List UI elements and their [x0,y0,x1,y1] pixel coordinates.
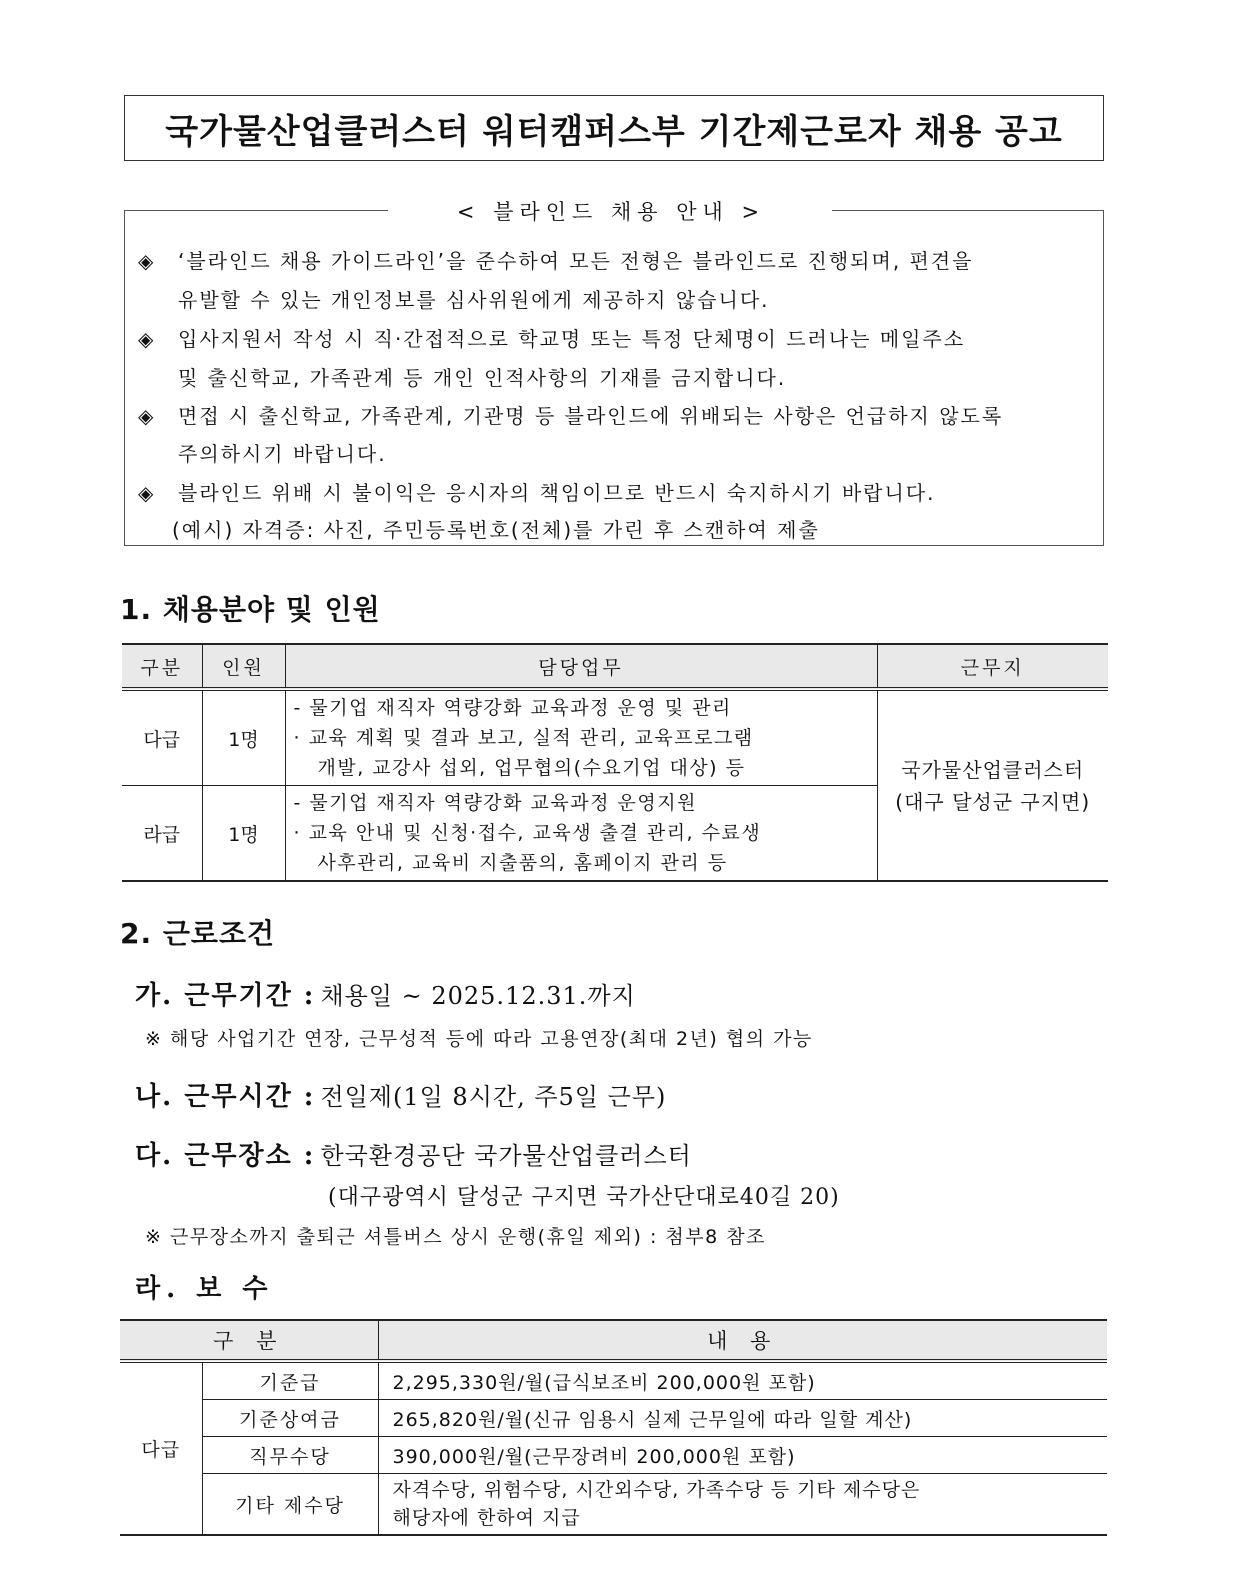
blind-item-cont: 및 출신학교, 가족관계 등 개인 인적사항의 기재를 금지합니다. [178,366,787,390]
pay-item-content: 2,295,330원/월(급식보조비 200,000원 포함) [378,1361,1107,1400]
blind-item: ◈ ‘블라인드 채용 가이드라인’을 준수하여 모든 전형은 블라인드로 진행되며, 편견을 [138,249,974,273]
diamond-bullet-icon: ◈ [138,481,156,505]
count-cell: 1명 [202,786,285,882]
table-row [120,1474,1107,1536]
duty-cell: - 물기업 재직자 역량강화 교육과정 운영지원 · 교육 안내 및 신청·접수, 교육생 출결 관리, 수료생 사후관리, 교육비 지출품의, 홈페이지 관리 등 [285,786,877,882]
table-header-row [122,644,1108,689]
blind-item: ◈ 면접 시 출신학교, 가족관계, 기관명 등 블라인드에 위배되는 사항은 언급하지 않도록 [138,404,1004,428]
table-header-row [120,1320,1107,1361]
column-header: 구분 [122,644,202,689]
column-header: 근무지 [877,644,1108,689]
column-header: 담당업무 [285,644,877,689]
grade-cell: 라급 [122,786,202,882]
pay-item-content: 자격수당, 위험수당, 시간외수당, 가족수당 등 기타 제수당은 해당자에 한하여 지급 [378,1474,1107,1536]
pay-item-content: 390,000원/월(근무장려비 200,000원 포함) [378,1437,1107,1474]
pay-item-content: 265,820원/월(신규 임용시 실제 근무일에 따라 일할 계산) [378,1400,1107,1437]
work-address: (대구광역시 달성군 구지면 국가산단대로40길 20) [328,1185,840,1210]
diamond-bullet-icon: ◈ [138,404,156,428]
pay-item-name: 기준급 [202,1361,378,1400]
pay-table [120,1319,1107,1536]
pay-heading: 라. 보 수 [135,1274,274,1304]
recruitment-table [122,643,1108,882]
grade-cell: 다급 [122,689,202,786]
column-header: 구 분 [120,1320,378,1361]
diamond-bullet-icon: ◈ [138,249,156,273]
work-site-cell: 국가물산업클러스터 (대구 달성군 구지면) [877,689,1108,881]
duty-cell: - 물기업 재직자 역량강화 교육과정 운영 및 관리 · 교육 계획 및 결과 보고, 실적 관리, 교육프로그램 개발, 교강사 섭외, 업무협의(수요기업 대상) 등 [285,689,877,786]
blind-heading: < 블라인드 채용 안내 > [456,200,766,224]
section-heading: 1. 채용분야 및 인원 [120,593,381,626]
blind-example: (예시) 자격증: 사진, 주민등록번호(전체)를 가린 후 스캔하여 제출 [172,518,820,542]
column-header: 인원 [202,644,285,689]
blind-item-cont: 주의하시기 바랍니다. [178,442,387,466]
work-period: 가. 근무기간 : 채용일 ~ 2025.12.31.까지 [135,981,636,1011]
divider [832,210,1104,211]
page-title: 국가물산업클러스터 워터캠퍼스부 기간제근로자 채용 공고 [165,111,1063,152]
grade-cell: 다급 [120,1361,202,1535]
table-row [120,1437,1107,1474]
divider [124,210,388,211]
pay-item-name: 기준상여금 [202,1400,378,1437]
table-row [120,1361,1107,1400]
note: ※ 근무장소까지 출퇴근 셔틀버스 상시 운행(휴일 제외) : 첨부8 참조 [145,1226,766,1248]
blind-item: ◈ 블라인드 위배 시 불이익은 응시자의 책임이므로 반드시 숙지하시기 바랍니다. [138,481,936,505]
diamond-bullet-icon: ◈ [138,327,156,351]
title-box [124,95,1104,161]
table-row [122,689,1108,786]
note: ※ 해당 사업기간 연장, 근무성적 등에 따라 고용연장(최대 2년) 협의 가능 [145,1028,813,1050]
pay-item-name: 직무수당 [202,1437,378,1474]
count-cell: 1명 [202,689,285,786]
section-heading: 2. 근로조건 [120,917,276,950]
blind-item: ◈ 입사지원서 작성 시 직·간접적으로 학교명 또는 특정 단체명이 드러나는 메일주소 [138,327,966,351]
blind-item-cont: 유발할 수 있는 개인정보를 심사위원에게 제공하지 않습니다. [178,288,770,312]
pay-item-name: 기타 제수당 [202,1474,378,1536]
work-hours: 나. 근무시간 : 전일제(1일 8시간, 주5일 근무) [135,1082,667,1112]
column-header: 내 용 [378,1320,1107,1361]
work-place: 다. 근무장소 : 한국환경공단 국가물산업클러스터 [135,1141,692,1171]
table-row [120,1400,1107,1437]
